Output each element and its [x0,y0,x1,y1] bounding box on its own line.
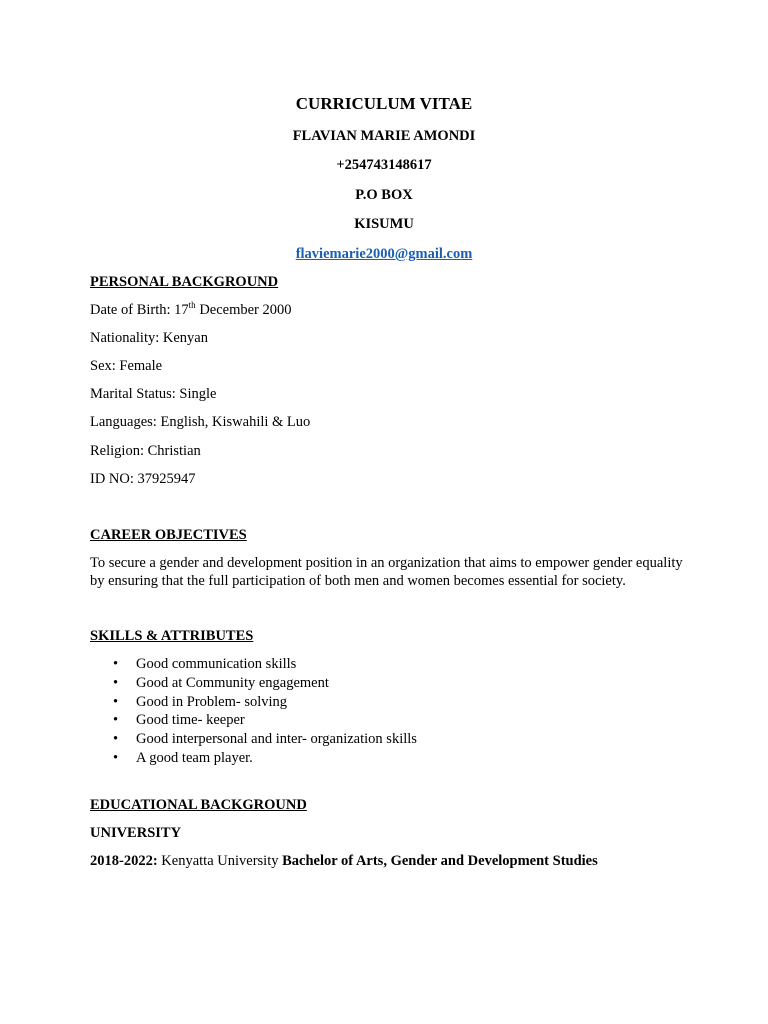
nationality: Nationality: Kenyan [90,330,208,346]
education-degree: Bachelor of Arts, Gender and Development Studies [282,853,598,869]
bullet: • [113,674,119,691]
religion: Religion: Christian [90,443,201,459]
skills-heading: SKILLS & ATTRIBUTES [90,628,254,644]
bullet: • [113,731,119,748]
skills-list [90,655,417,768]
list-item: • A good team player. [113,749,253,766]
languages: Languages: English, Kiswahili & Luo [90,414,311,430]
po-box: P.O BOX [355,187,413,203]
email-row [0,245,768,263]
list-item: • Good communication skills [113,656,297,672]
bullet: • [113,749,119,766]
list-item: • Good interpersonal and inter- organization skills [113,731,417,748]
education-institution: Kenyatta University [157,853,283,869]
personal-background-heading: PERSONAL BACKGROUND [90,274,279,290]
email-link[interactable]: flaviemarie2000@gmail.com [295,246,473,262]
education-level: UNIVERSITY [90,825,182,841]
bullet: • [113,693,119,710]
date-of-birth: Date of Birth: 17th December 2000 [90,300,292,318]
list-item: • Good time- keeper [113,712,245,729]
list-item: • Good in Problem- solving [113,693,288,710]
career-objective-text: To secure a gender and development position in an organization that aims to empower gender equality by ensuring that the full participation of both men and women becomes essential for society. [90,555,683,589]
list-item: • Good at Community engagement [113,674,329,691]
id-number: ID NO: 37925947 [90,471,196,487]
candidate-name: FLAVIAN MARIE AMONDI [292,128,476,144]
career-objectives-heading: CAREER OBJECTIVES [90,527,247,543]
bullet: • [113,712,119,729]
phone-number: +254743148617 [336,157,432,173]
education-entry [90,852,598,870]
marital-status: Marital Status: Single [90,386,217,402]
document-title: CURRICULUM VITAE [295,94,473,113]
education-heading: EDUCATIONAL BACKGROUND [90,797,307,813]
education-years: 2018-2022: [90,853,158,869]
bullet: • [113,656,119,672]
sex: Sex: Female [90,358,163,374]
city: KISUMU [354,216,414,232]
